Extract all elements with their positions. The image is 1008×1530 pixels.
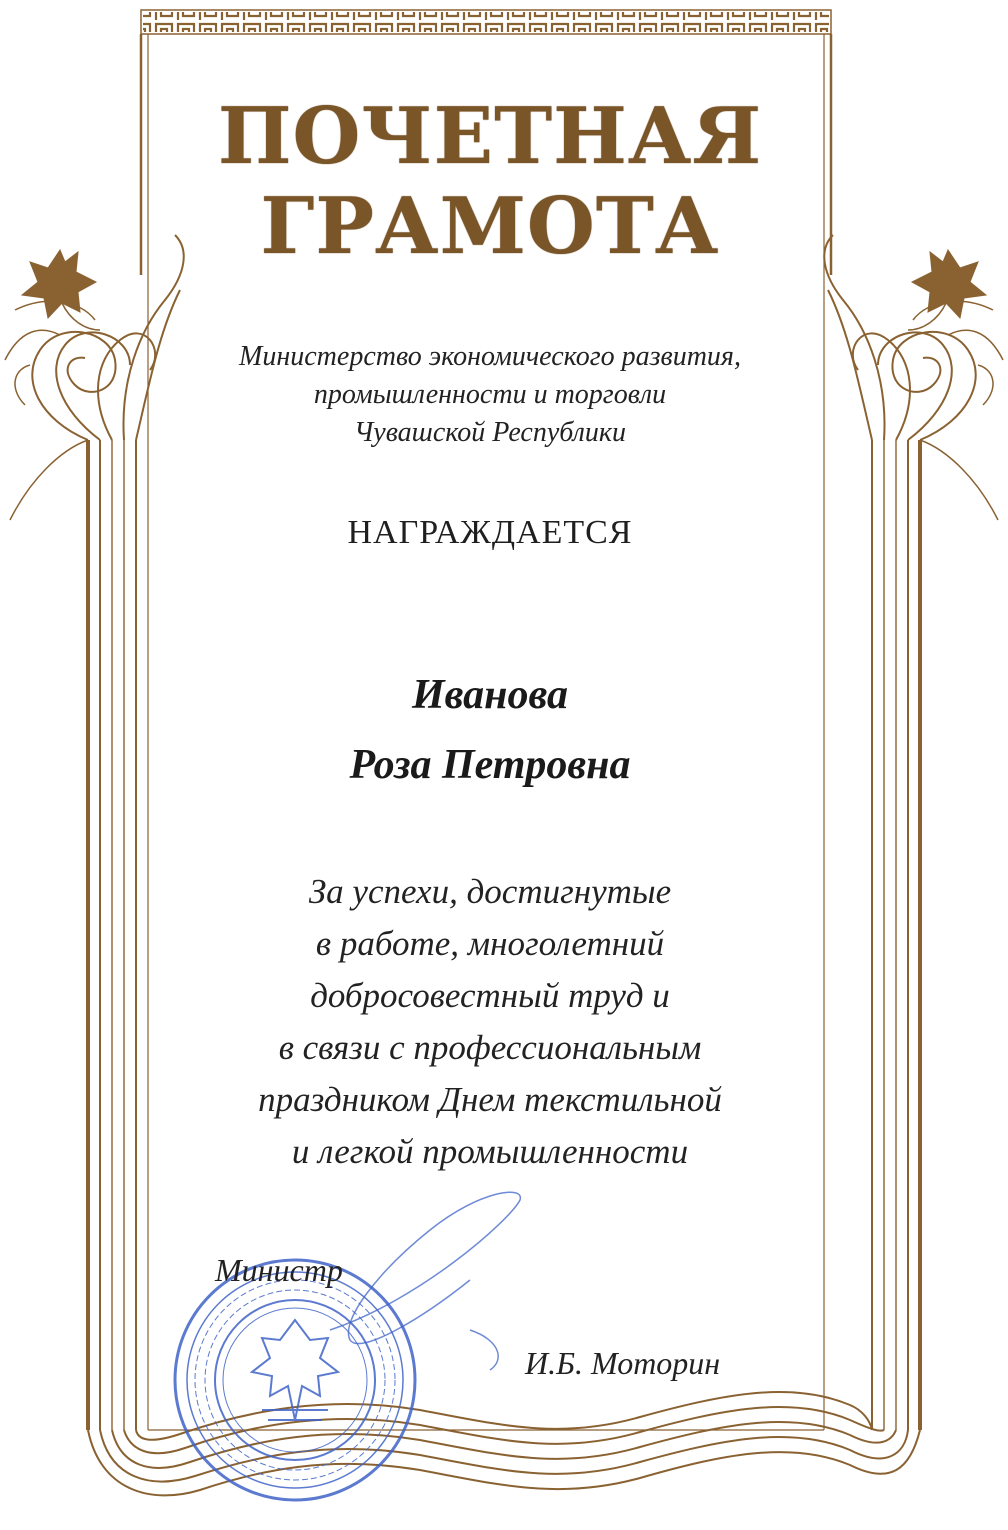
issuer-line: Министерство экономического развития,: [239, 341, 741, 372]
reason-line: в связи с профессиональным: [278, 1028, 702, 1067]
issuer: [140, 338, 840, 452]
awarded-label: НАГРАЖДАЕТСЯ: [347, 514, 633, 551]
recipient-given-names: Роза Петровна: [349, 742, 631, 788]
bottom-scroll-ornament: [88, 1392, 920, 1495]
issuer-line: промышленности и торговли: [313, 379, 667, 410]
recipient-surname: Иванова: [412, 672, 568, 718]
greek-key-border: [141, 10, 831, 34]
award-reason: [140, 866, 840, 1178]
certificate-title: [140, 92, 840, 272]
reason-line: За успехи, достигнутые: [308, 872, 672, 911]
official-stamp: [175, 1260, 415, 1500]
right-leaf-ornament: [824, 235, 1003, 520]
reason-line: добросовестный труд и: [310, 976, 670, 1015]
signatory-name: И.Б. Моторин: [525, 1345, 721, 1381]
signature: [330, 1192, 520, 1370]
reason-line: и легкой промышленности: [291, 1132, 689, 1171]
reason-line: праздником Днем текстильной: [258, 1080, 722, 1119]
reason-line: в работе, многолетний: [315, 924, 665, 963]
recipient-name: [140, 665, 840, 795]
issuer-line: Чувашской Республики: [354, 417, 626, 448]
signatory-title: Министр: [215, 1252, 343, 1288]
left-pillar: [88, 275, 148, 1430]
title-line-1: ПОЧЕТНАЯ: [217, 91, 763, 182]
title-line-2: ГРАМОТА: [260, 181, 720, 272]
